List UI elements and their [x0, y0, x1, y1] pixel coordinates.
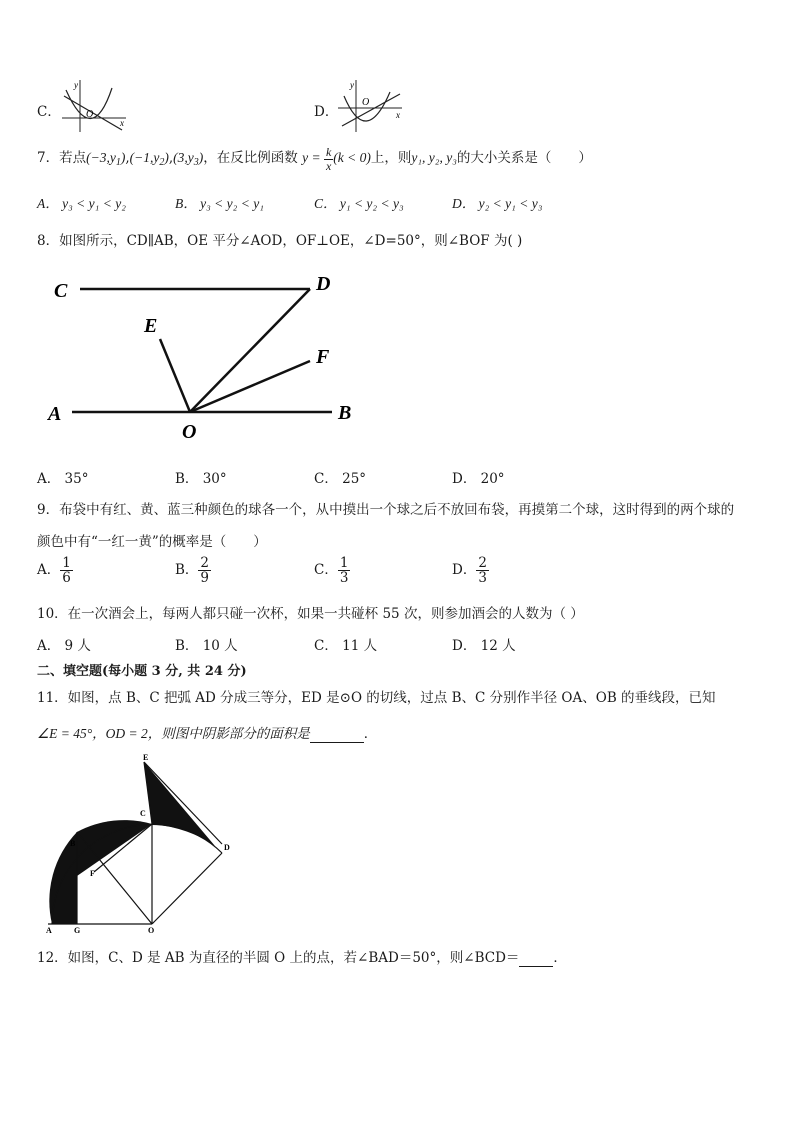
q7-function: y = $\frac{k}{x}$ (k < 0): [302, 145, 371, 173]
q9-stem-line2: 颜色中有“一红一黄”的概率是（ ）: [37, 534, 267, 550]
q10-option-c[interactable]: C． 11 人: [314, 638, 378, 654]
q12-answer-blank[interactable]: [519, 950, 553, 967]
y-axis-label: y: [74, 80, 78, 90]
q7-option-a[interactable]: A． y₃ < y₁ < y₂: [37, 196, 126, 211]
q11-answer-blank[interactable]: [310, 726, 364, 743]
q11-figure: [40, 752, 240, 938]
q7-stem: 7．若点$(-3,y_1),(-1,y_2),(3,y_3)$，在反比例函数 y = $\frac{k}{x}$ (k < 0)上，则y₁, y₂, y₃的大小关系是（ ）: [37, 145, 592, 173]
shaded-region-e: [144, 762, 215, 846]
origin-label: O: [362, 97, 370, 108]
q11-stem-line1: 11．如图，点 B、C 把弧 AD 分成三等分，ED 是⊙O 的切线，过点 B、C 分别作半径 OA、OB 的垂线段，已知: [37, 690, 716, 706]
q7-vars: y₁, y₂, y₃: [411, 150, 457, 166]
label-a: A: [48, 403, 62, 425]
q6-option-c-label: C．: [37, 104, 61, 120]
q9-option-b[interactable]: B． $\frac{2}{9}$: [175, 555, 210, 587]
q9-option-d[interactable]: D． $\frac{2}{3}$: [452, 555, 487, 587]
label-c: C: [54, 280, 68, 302]
x-axis-label: x: [396, 110, 400, 120]
q9-stem-line1: 9．布袋中有红、黄、蓝三种颜色的球各一个，从中摸出一个球之后不放回布袋，再摸第二个球，这时得到的两个球的: [37, 502, 735, 518]
q7-text1: 若点: [59, 150, 87, 167]
section-title: 二、填空题(每小题 3 分, 共 24 分): [37, 664, 247, 679]
q11-stem-line2: ∠E = 45°，OD = 2，则图中阴影部分的面积是 ．: [37, 726, 378, 742]
label-a: A: [46, 926, 52, 935]
q7-option-c[interactable]: C． y₁ < y₂ < y₃: [314, 196, 404, 211]
q7-point2: $(-1,y_2)$: [129, 150, 169, 169]
label-e: E: [143, 753, 149, 762]
ray-od: [190, 289, 310, 412]
q9-option-c[interactable]: C． $\frac{1}{3}$: [314, 555, 349, 587]
shaded-region-bc: [77, 820, 152, 876]
label-d: D: [316, 273, 331, 295]
label-g: G: [74, 926, 81, 935]
q6-option-d-graph: [336, 78, 406, 134]
q10-option-a[interactable]: A． 9 人: [37, 638, 91, 654]
ray-of: [190, 361, 310, 412]
q7-option-b[interactable]: B． y₃ < y₂ < y₁: [175, 196, 264, 211]
q7-text4: 的大小关系是（ ）: [456, 150, 592, 167]
q10-option-d[interactable]: D． 12 人: [452, 638, 516, 654]
label-c: C: [140, 809, 146, 818]
q8-option-a[interactable]: A． 35°: [37, 471, 89, 487]
label-o: O: [182, 421, 197, 443]
q7-number: 7．: [37, 150, 60, 167]
label-f: F: [90, 869, 95, 878]
x-axis-label: x: [120, 118, 124, 128]
q6-option-d-label: D．: [314, 104, 339, 120]
q12-stem: 12．如图，C、D 是 AB 为直径的半圆 O 上的点，若∠BAD＝50°，则∠BCD＝ ．: [37, 950, 567, 966]
origin-label: O: [86, 109, 94, 120]
label-b: B: [70, 839, 76, 848]
q7-option-d[interactable]: D． y₂ < y₁ < y₃: [452, 196, 543, 211]
q8-option-c[interactable]: C． 25°: [314, 471, 367, 487]
y-axis-label: y: [350, 80, 354, 90]
q9-option-a[interactable]: A． $\frac{1}{6}$: [37, 555, 71, 587]
q7-point3: $(3,y_3)$: [173, 150, 204, 169]
q10-stem: 10．在一次酒会上，每两人都只碰一次杯，如果一共碰杯 55 次，则参加酒会的人数为（ ）: [37, 606, 584, 622]
q8-stem: 8．如图所示，CD∥AB，OE 平分∠AOD，OF⊥OE，∠D=50°，则∠BOF 为( ): [37, 233, 523, 249]
q8-option-d[interactable]: D． 20°: [452, 471, 505, 487]
label-f: F: [316, 346, 330, 368]
q8-figure: [40, 262, 370, 452]
label-o: O: [148, 926, 155, 935]
q7-text2: ，在反比例函数: [203, 150, 298, 167]
q7-text3: 上，则: [370, 150, 412, 167]
q8-option-b[interactable]: B． 30°: [175, 471, 227, 487]
label-e: E: [144, 315, 158, 337]
q10-option-b[interactable]: B． 10 人: [175, 638, 238, 654]
label-b: B: [338, 402, 352, 424]
ray-oe: [160, 339, 190, 412]
q6-option-c-graph: [60, 78, 130, 134]
q7-point1: $(-3,y_1)$: [86, 150, 126, 169]
label-d: D: [224, 843, 230, 852]
